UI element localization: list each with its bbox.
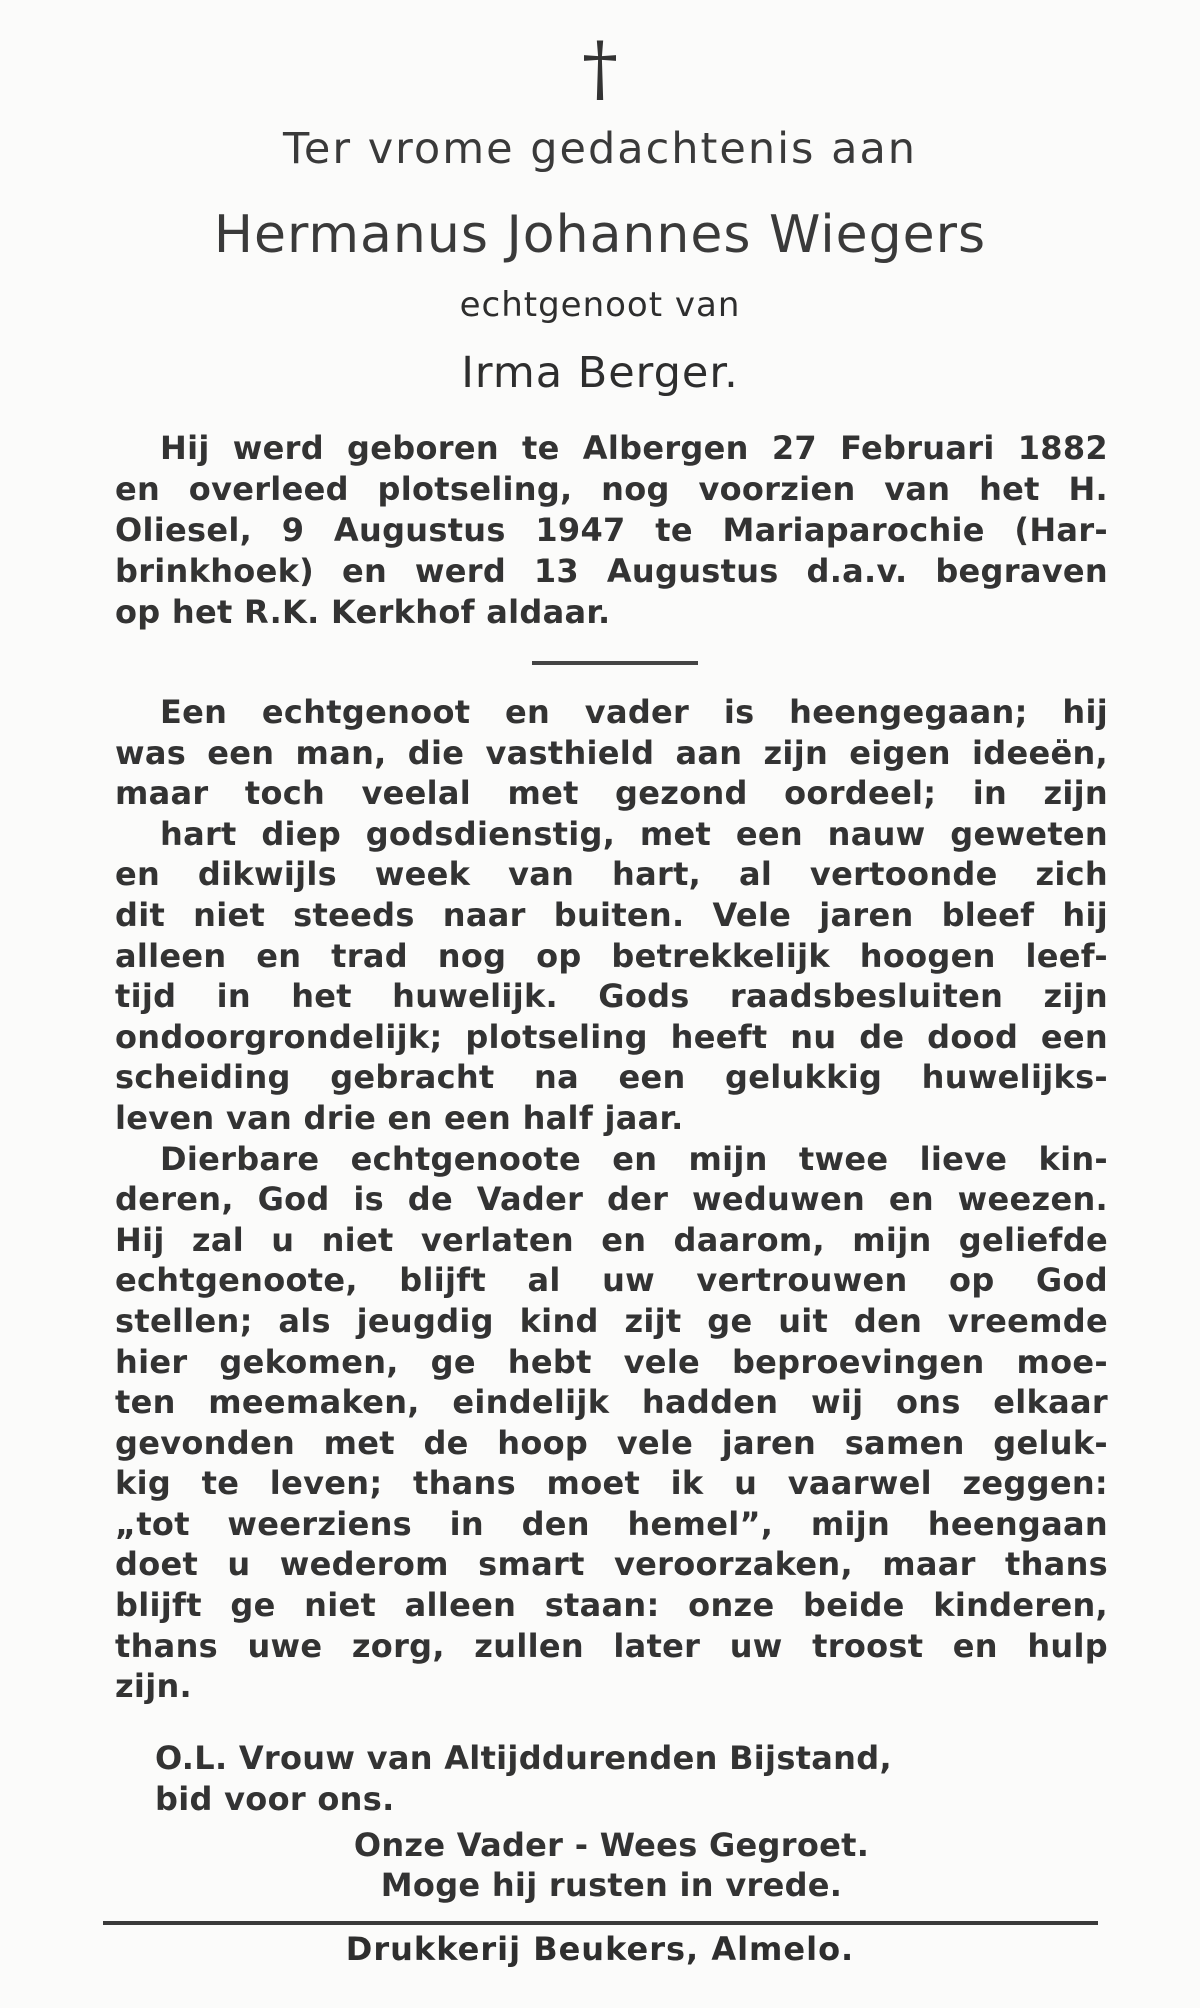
bottom-rule [103,1921,1098,1925]
body-line: en dikwijls week van hart, al vertoonde zich [115,855,1108,894]
body-line: blijft ge niet alleen staan: onze beide kinderen, [115,1586,1108,1625]
relation-text: echtgenoot van [459,285,741,325]
printer-credit: Drukkerij Beukers, Almelo. [345,1930,855,1968]
biography-line: brinkhoek) en werd 13 Augustus d.a.v. begraven [115,552,1108,590]
body-line: scheiding gebracht na een gelukkig huwelijks- [115,1058,1108,1097]
cross-icon: † [582,26,618,110]
biography-line: Hij werd geboren te Albergen 27 Februari 1882 [160,429,1108,467]
body-line: leven van drie en een half jaar. [115,1098,684,1137]
body-line: doet u wederom smart veroorzaken, maar thans [115,1545,1108,1584]
body-text [115,692,1108,1707]
biography-line: Oliesel, 9 Augustus 1947 te Mariaparochie (Har- [115,511,1108,549]
divider [532,661,698,665]
body-line: zijn. [115,1667,192,1706]
body-line: alleen en trad nog op betrekkelijk hoogen leef- [115,936,1108,975]
body-line: ondoorgrondelijk; plotseling heeft nu de dood een [115,1017,1108,1056]
body-line: ten meemaken, eindelijk hadden wij ons elkaar [115,1383,1108,1422]
body-line: deren, God is de Vader der weduwen en weezen. [115,1180,1108,1219]
invocation-line: bid voor ons. [155,1779,395,1818]
body-line: „tot weerziens in den hemel”, mijn heengaan [115,1504,1108,1543]
body-line: tijd in het huwelijk. Gods raadsbesluiten zijn [115,977,1108,1016]
body-line: echtgenoote, blijft al uw vertrouwen op God [115,1261,1108,1300]
spouse-name: Irma Berger. [461,348,739,398]
body-line: dit niet steeds naar buiten. Vele jaren bleef hij [115,895,1108,934]
biography-line: en overleed plotseling, nog voorzien van het H. [115,470,1108,508]
body-line: maar toch veelal met gezond oordeel; in zijn [115,774,1108,813]
intro-heading: Ter vrome gedachtenis aan [282,124,918,174]
prayers-line: Onze Vader - Wees Gegroet. [353,1825,870,1864]
body-line: thans uwe zorg, zullen later uw troost en hulp [115,1626,1108,1665]
body-line: hart diep godsdienstig, met een nauw geweten [160,814,1108,853]
invocation-line: O.L. Vrouw van Altijddurenden Bijstand, [155,1739,892,1777]
body-line: Een echtgenoot en vader is heengegaan; hij [160,693,1108,731]
rest-in-peace-line: Moge hij rusten in vrede. [380,1866,843,1905]
closing-prayers [115,1738,1108,1906]
body-line: gevonden met de hoop vele jaren samen geluk- [115,1423,1108,1462]
biography-line: op het R.K. Kerkhof aldaar. [115,593,611,631]
body-line: Hij zal u niet verlaten en daarom, mijn geliefde [115,1220,1108,1259]
body-line: kig te leven; thans moet ik u vaarwel zeggen: [115,1464,1108,1503]
biography-paragraph [115,428,1108,633]
deceased-name: Hermanus Johannes Wiegers [213,205,987,265]
body-line: stellen; als jeugdig kind zijt ge uit den vreemde [115,1301,1108,1340]
body-line: hier gekomen, ge hebt vele beproevingen moe- [115,1342,1108,1381]
body-line: was een man, die vasthield aan zijn eigen ideeën, [115,733,1108,772]
body-line: Dierbare echtgenoote en mijn twee lieve kin- [160,1139,1108,1178]
